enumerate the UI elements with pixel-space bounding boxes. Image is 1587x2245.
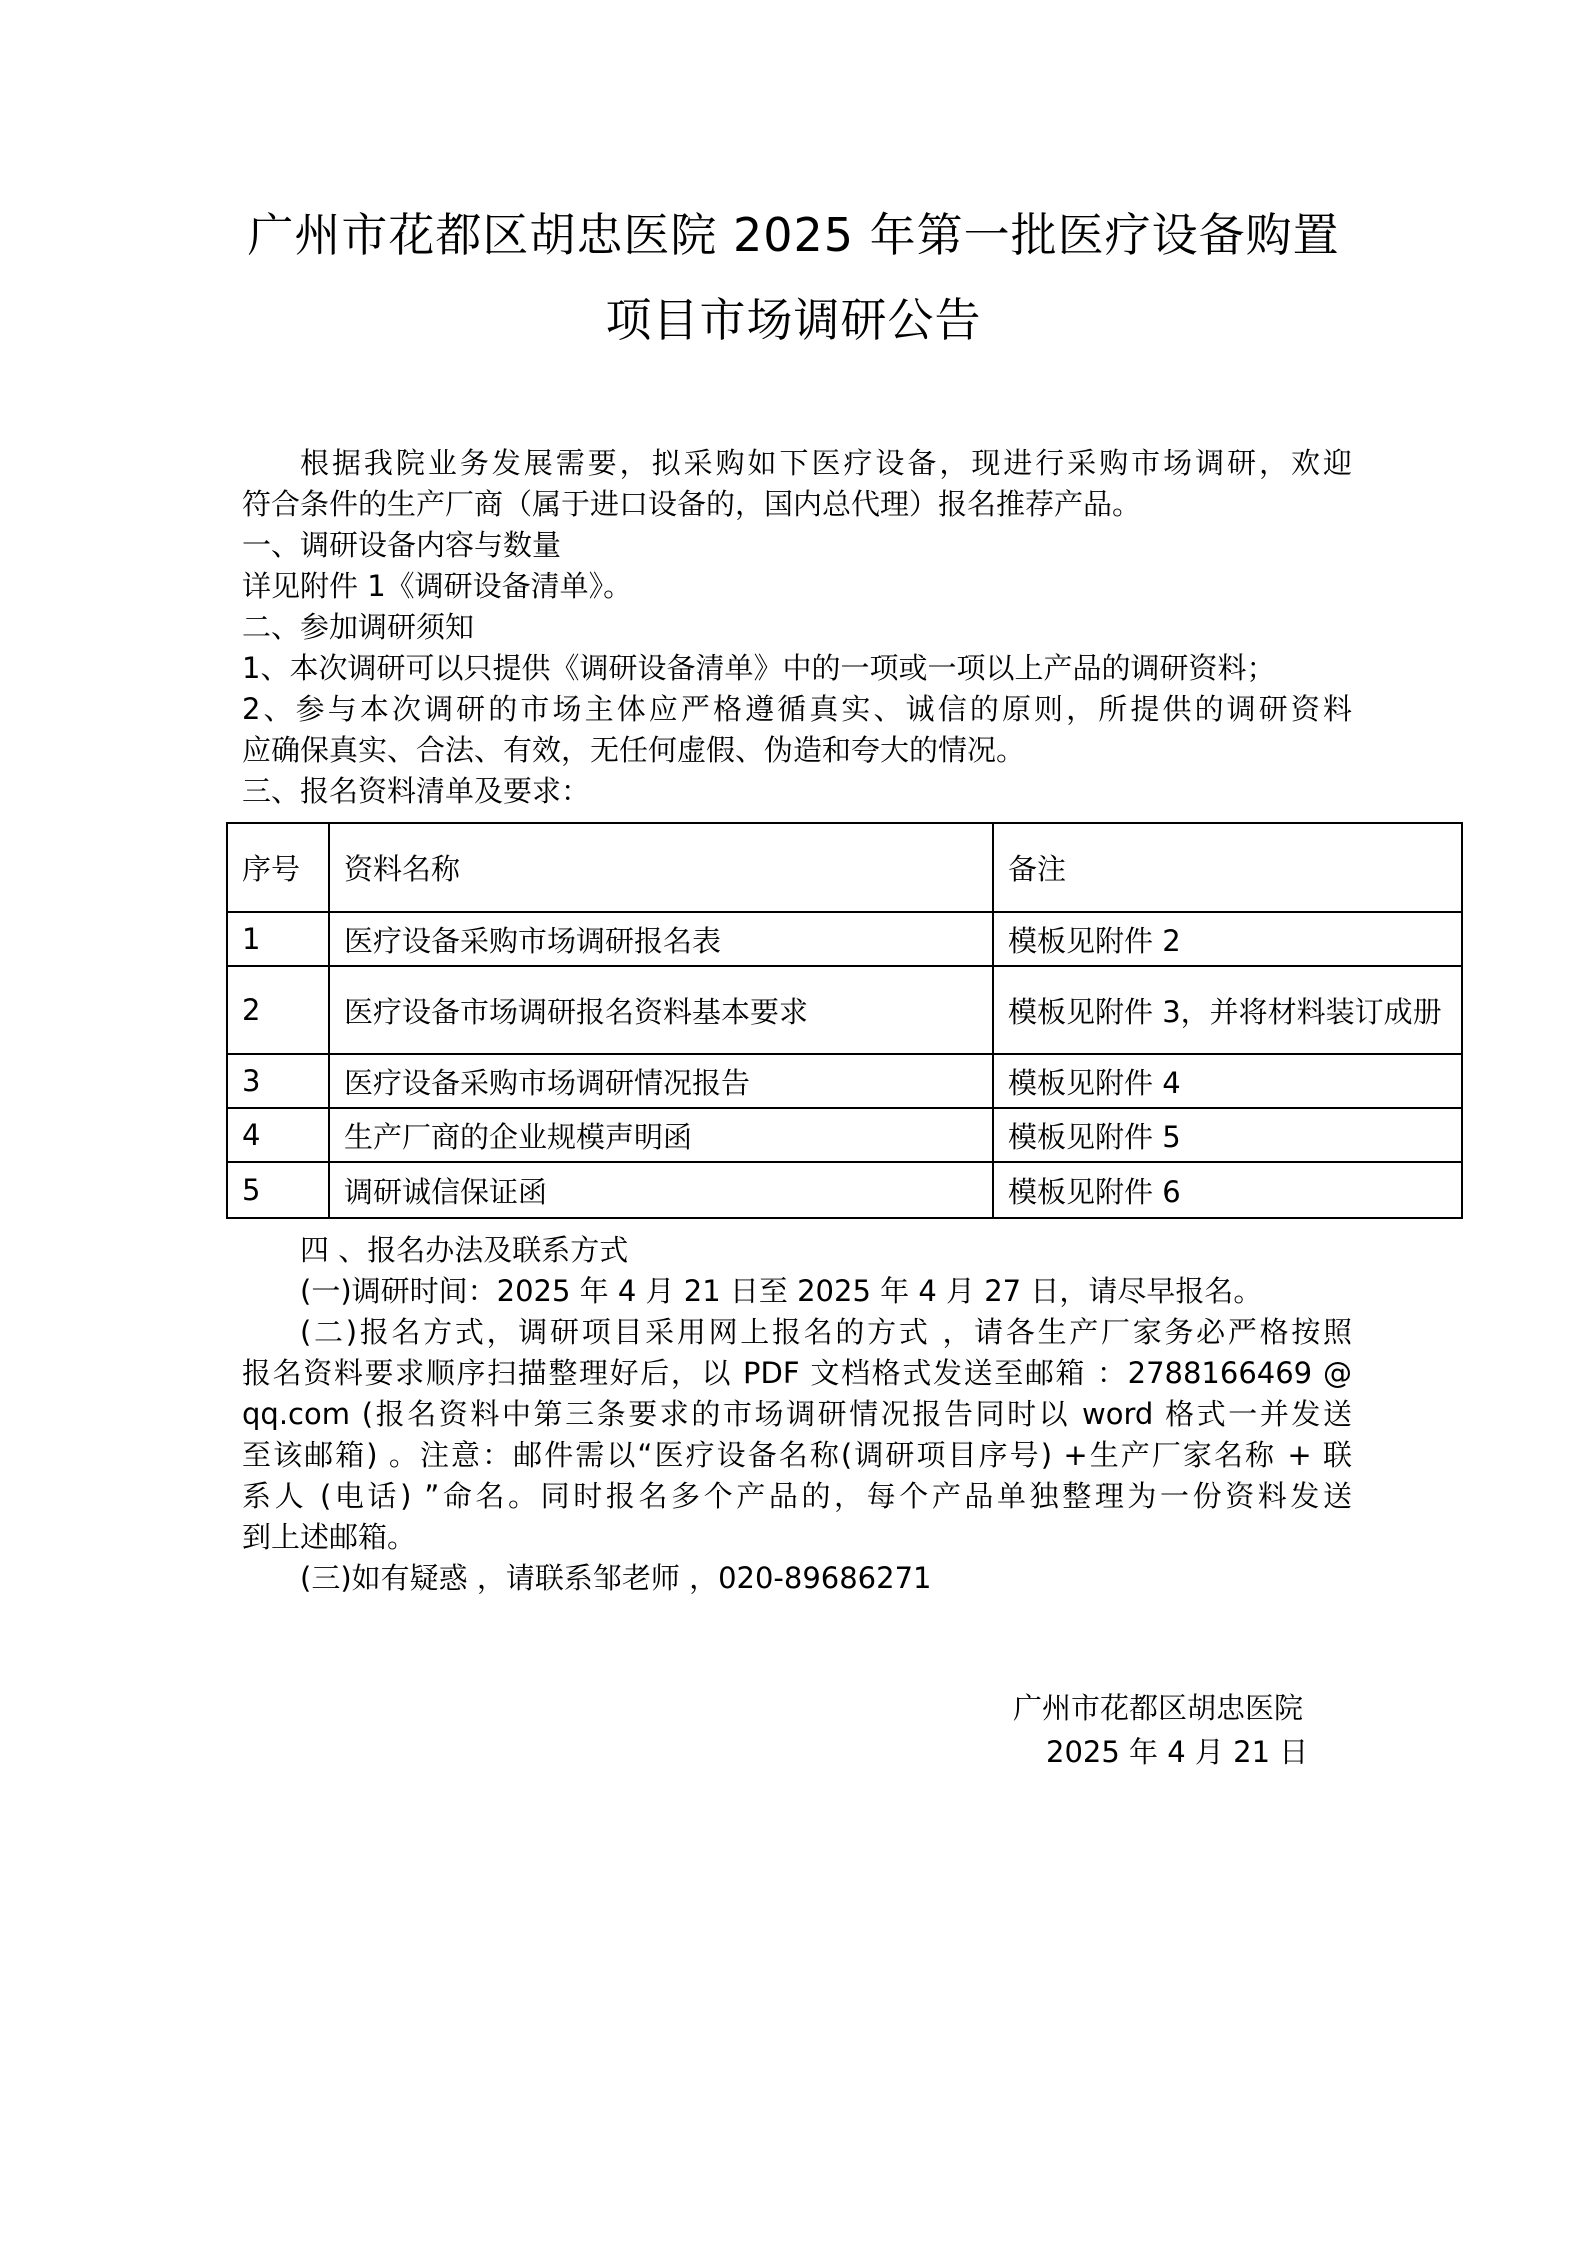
intro-line1: 根据我院业务发展需要，拟采购如下医疗设备，现进行采购市场调研，欢迎 [300,446,1352,480]
section1-heading: 一、调研设备内容与数量 [242,528,562,562]
section1-text: 详见附件 1《调研设备清单》。 [242,569,633,603]
section4-item2-line5: 系人 (电话) ”命名。同时报名多个产品的，每个产品单独整理为一份资料发送 [242,1479,1352,1513]
cell-no: 4 [227,1108,329,1162]
cell-remark: 模板见附件 4 [993,1054,1462,1108]
table-row [227,1162,1462,1218]
intro-line2: 符合条件的生产厂商（属于进口设备的，国内总代理）报名推荐产品。 [242,487,1142,521]
section4-item2-line3: qq.com (报名资料中第三条要求的市场调研情况报告同时以 word 格式一并发送 [242,1397,1352,1431]
cell-name: 医疗设备采购市场调研情况报告 [329,1054,993,1108]
section3-heading: 三、报名资料清单及要求： [242,774,591,808]
section2-item1: 1、本次调研可以只提供《调研设备清单》中的一项或一项以上产品的调研资料； [242,651,1276,685]
cell-remark: 模板见附件 5 [993,1108,1462,1162]
section2-item2-line2: 应确保真实、合法、有效，无任何虚假、伪造和夸大的情况。 [242,733,1026,767]
cell-remark: 模板见附件 2 [993,912,1462,966]
document-title-line1: 广州市花都区胡忠医院 2025 年第一批医疗设备购置 [247,208,1340,262]
section2-item2-line1: 2、参与本次调研的市场主体应严格遵循真实、诚信的原则，所提供的调研资料 [242,692,1352,726]
section4-item2-line2: 报名资料要求顺序扫描整理好后，以 PDF 文档格式发送至邮箱 ：2788166469 @ [242,1356,1352,1390]
table-header-row [227,823,1462,912]
cell-name: 医疗设备采购市场调研报名表 [329,912,993,966]
cell-no: 2 [227,966,329,1054]
cell-name: 调研诚信保证函 [329,1162,993,1218]
header-cell-remark: 备注 [993,823,1462,912]
section4-item2-line1: (二)报名方式，调研项目采用网上报名的方式 ，请各生产厂家务必严格按照 [300,1315,1352,1349]
section4-item2-line4: 至该邮箱) 。注意：邮件需以“医疗设备名称(调研项目序号) +生产厂家名称 + 联 [242,1438,1352,1472]
section4-heading: 四 、报名办法及联系方式 [300,1233,629,1267]
section2-heading: 二、参加调研须知 [242,610,475,644]
cell-name: 生产厂商的企业规模声明函 [329,1108,993,1162]
body-lower [242,1230,1352,1599]
header-cell-no: 序号 [227,823,329,912]
table-row [227,1108,1462,1162]
cell-remark: 模板见附件 3，并将材料装订成册 [993,966,1462,1054]
body-upper [242,443,1352,812]
requirements-table [226,822,1463,1219]
cell-no: 5 [227,1162,329,1218]
cell-no: 1 [227,912,329,966]
section4-item1: (一)调研时间：2025 年 4 月 21 日至 2025 年 4 月 27 日，请尽早报名。 [300,1274,1263,1308]
table-row [227,1054,1462,1108]
cell-remark: 模板见附件 6 [993,1162,1462,1218]
cell-name: 医疗设备市场调研报名资料基本要求 [329,966,993,1054]
cell-no: 3 [227,1054,329,1108]
document-title-line2: 项目市场调研公告 [605,293,982,347]
header-cell-name: 资料名称 [329,823,993,912]
signature-organization: 广州市花都区胡忠医院 [1013,1691,1304,1725]
table-row [227,912,1462,966]
section4-item3: (三)如有疑惑 ，请联系邹老师 ，020-89686271 [300,1561,932,1595]
signature-date: 2025 年 4 月 21 日 [1046,1735,1309,1769]
section4-item2-line6: 到上述邮箱。 [242,1520,417,1554]
table-row [227,966,1462,1054]
